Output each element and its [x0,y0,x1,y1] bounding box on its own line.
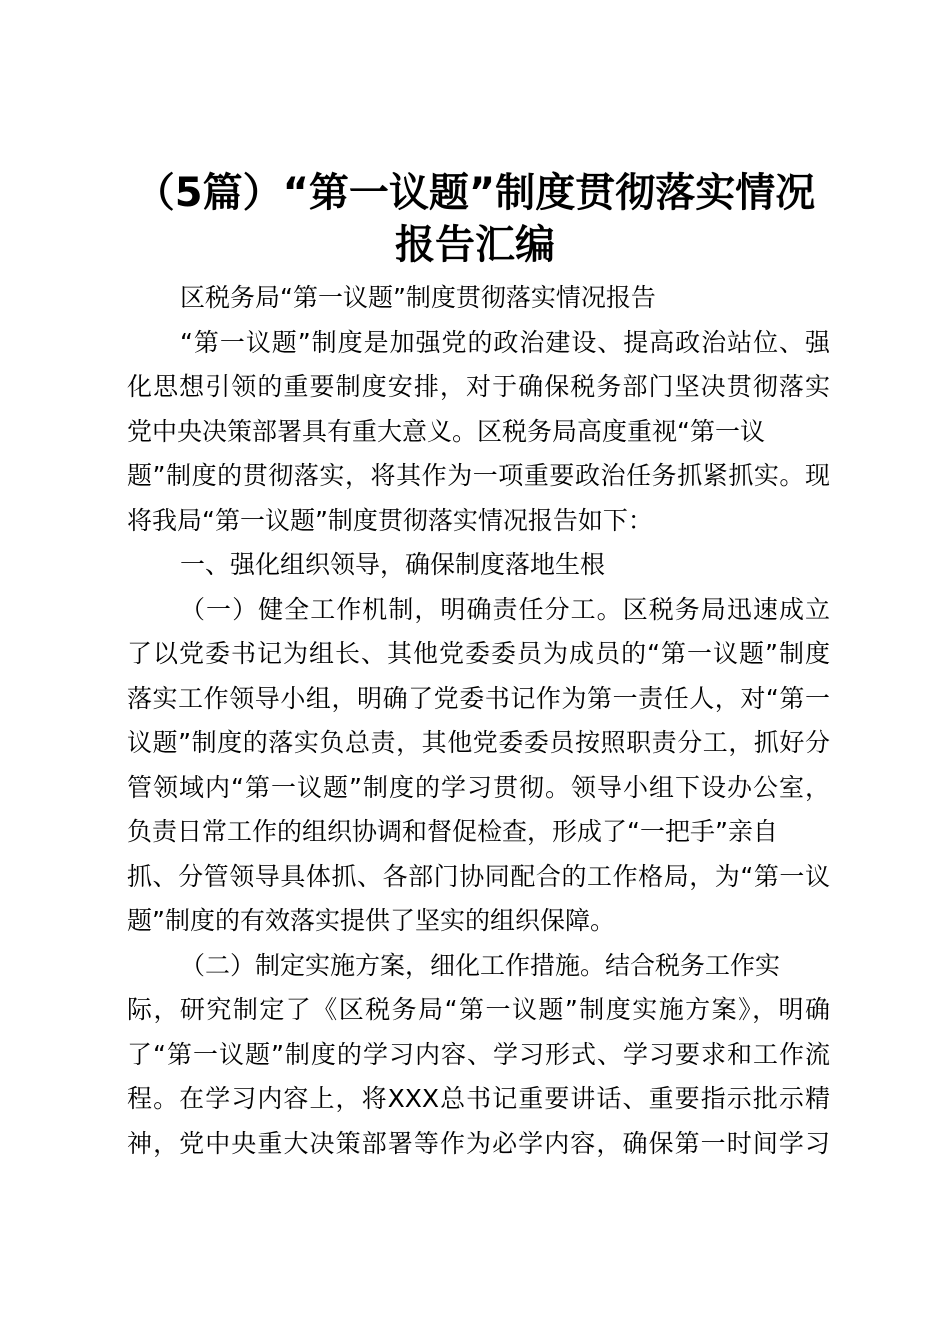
paragraph-line: 抓、分管领导具体抓、各部门协同配合的工作格局，为“第一议 [127,861,830,891]
paragraph-line: 题”制度的有效落实提供了坚实的组织保障。 [127,906,615,935]
paragraph-line: 管领域内“第一议题”制度的学习贯彻。领导小组下设办公室， [127,772,830,802]
paragraph-line: 题”制度的贯彻落实，将其作为一项重要政治任务抓紧抓实。现 [127,461,830,490]
paragraph-line: 神，党中央重大决策部署等作为必学内容，确保第一时间学习 [127,1128,830,1158]
paragraph-line: 程。在学习内容上，将XXX总书记重要讲话、重要指示批示精 [127,1084,830,1113]
paragraph-line: （一）健全工作机制，明确责任分工。区税务局迅速成立 [180,594,830,624]
document-body [127,276,830,1166]
paragraph-line: 负责日常工作的组织协调和督促检查，形成了“一把手”亲自 [127,817,778,846]
paragraph-line: 议题”制度的落实负总责，其他党委委员按照职责分工，抓好分 [127,728,830,757]
paragraph-line: 将我局“第一议题”制度贯彻落实情况报告如下： [127,505,653,535]
paragraph-line: 党中央决策部署具有重大意义。区税务局高度重视“第一议 [127,416,765,446]
section-heading: 一、强化组织领导，确保制度落地生根 [180,550,606,579]
paragraph-line: 际，研究制定了《区税务局“第一议题”制度实施方案》，明确 [127,995,830,1024]
paragraph-line: （二）制定实施方案，细化工作措施。结合税务工作实 [180,950,781,980]
paragraph-line: 化思想引领的重要制度安排，对于确保税务部门坚决贯彻落实 [127,372,830,401]
paragraph-line: 了“第一议题”制度的学习内容、学习形式、学习要求和工作流 [127,1039,830,1069]
document-title-line-1: （5篇）“第一议题”制度贯彻落实情况 [134,170,816,216]
document-title-line-2: 报告汇编 [395,222,555,268]
report-subtitle: 区税务局“第一议题”制度贯彻落实情况报告 [180,283,656,312]
paragraph-line: 落实工作领导小组，明确了党委书记作为第一责任人，对“第一 [127,683,830,713]
paragraph-line: “第一议题”制度是加强党的政治建设、提高政治站位、强 [180,327,830,357]
paragraph-line: 了以党委书记为组长、其他党委委员为成员的“第一议题”制度 [127,639,830,668]
